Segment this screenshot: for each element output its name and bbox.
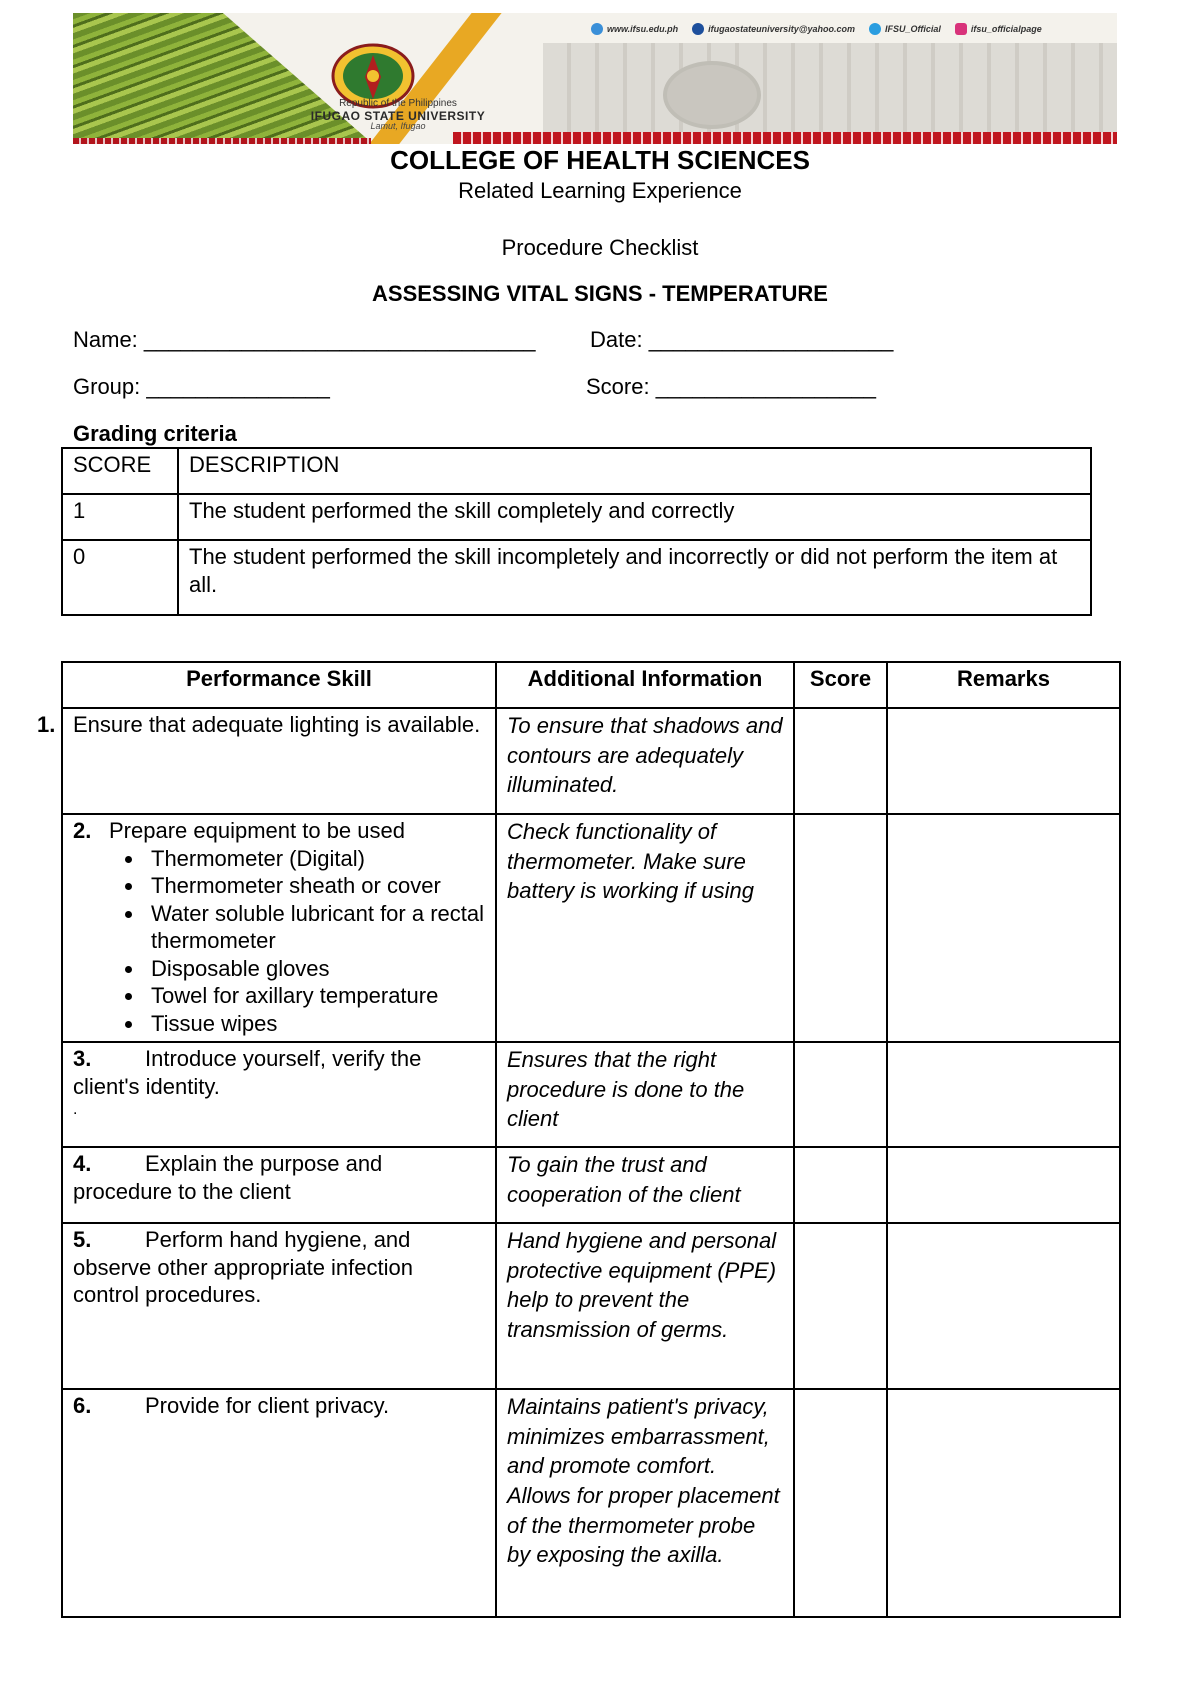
checklist-label: Procedure Checklist (501, 235, 699, 260)
date-field[interactable]: Date: ____________________ (590, 327, 894, 352)
table-row (62, 814, 1120, 1042)
info-cell: Hand hygiene and personal protective equipment (PPE) help to prevent the transmission of germs. (496, 1223, 794, 1389)
step-number: 2. (73, 818, 92, 843)
name-field[interactable]: Name: ________________________________ (73, 327, 536, 352)
stray-dot: . (73, 1101, 78, 1118)
step-number: 5. (73, 1227, 92, 1252)
skill-text: Introduce yourself, verify the client's identity. (73, 1046, 422, 1099)
remarks-input-cell[interactable] (887, 1223, 1120, 1389)
college-title: COLLEGE OF HEALTH SCIENCES (390, 145, 810, 175)
ethnic-pattern-band (73, 138, 371, 144)
info-cell: To gain the trust and cooperation of the client (496, 1147, 794, 1223)
skill-text: Provide for client privacy. (145, 1393, 390, 1418)
social-instagram-text: ifsu_officialpage (970, 24, 1042, 34)
social-instagram[interactable] (955, 23, 1042, 35)
grading-criteria-title: Grading criteria (73, 421, 237, 446)
remarks-input-cell[interactable] (887, 814, 1120, 1042)
score-input-cell[interactable] (794, 1042, 887, 1147)
social-website[interactable] (591, 23, 678, 35)
social-twitter[interactable] (869, 23, 941, 35)
remarks-input-cell[interactable] (887, 708, 1120, 814)
twitter-icon (869, 23, 881, 35)
university-name: IFUGAO STATE UNIVERSITY (310, 108, 486, 123)
table-row (62, 1147, 1120, 1223)
header-additional-information: Additional Information (496, 662, 794, 708)
score-input-cell[interactable] (794, 1147, 887, 1223)
table-row (62, 494, 1091, 540)
score-field[interactable]: Score: __________________ (586, 374, 876, 399)
table-row (62, 1223, 1120, 1389)
list-item: • Disposable gloves (145, 955, 485, 983)
group-field[interactable]: Group: _______________ (73, 374, 330, 399)
info-cell: Maintains patient's privacy, minimizes embarrassment, and promote comfort. Allows for proper placement of the thermometer probe by exposing the axilla. (496, 1389, 794, 1617)
step-number: 1. (37, 712, 56, 737)
social-twitter-text: IFSU_Official (884, 24, 941, 34)
skill-cell (62, 1223, 496, 1389)
step-number: 4. (73, 1151, 92, 1176)
university-location: Lamut, Ifugao (370, 121, 426, 132)
facebook-icon (692, 23, 704, 35)
skill-cell (62, 814, 496, 1042)
instagram-icon (955, 23, 967, 35)
score-input-cell[interactable] (794, 708, 887, 814)
table-row (62, 448, 1091, 494)
table-row (62, 708, 1120, 814)
table-header-row (62, 662, 1120, 708)
performance-checklist-table (37, 661, 1121, 1618)
step-number: 6. (73, 1393, 92, 1418)
globe-icon (591, 23, 603, 35)
info-cell: Check functionality of thermometer. Make sure battery is working if using (496, 814, 794, 1042)
remarks-input-cell[interactable] (887, 1147, 1120, 1223)
republic-label: Republic of the Philippines (339, 98, 457, 109)
list-item: • Tissue wipes (145, 1010, 485, 1038)
skill-cell (62, 1389, 496, 1617)
score-input-cell[interactable] (794, 1389, 887, 1617)
score-input-cell[interactable] (794, 814, 887, 1042)
table-row (62, 1042, 1120, 1147)
grading-header-score: SCORE (62, 448, 178, 494)
step-number: 3. (73, 1046, 92, 1071)
ethnic-pattern-band (453, 132, 1117, 144)
grading-score-cell: 1 (62, 494, 178, 540)
page-title: ASSESSING VITAL SIGNS - TEMPERATURE (372, 281, 828, 306)
header-performance-skill: Performance Skill (62, 662, 496, 708)
list-item: • Thermometer (Digital) (145, 845, 485, 873)
list-item: • Thermometer sheath or cover (145, 872, 485, 900)
remarks-input-cell[interactable] (887, 1389, 1120, 1617)
header-banner (73, 13, 1117, 144)
equipment-list (73, 845, 485, 1038)
header-remarks: Remarks (887, 662, 1120, 708)
skill-text: Ensure that adequate lighting is available. (73, 712, 481, 737)
score-input-cell[interactable] (794, 1223, 887, 1389)
social-website-text: www.ifsu.edu.ph (607, 24, 679, 34)
skill-cell (62, 1042, 496, 1147)
social-links (591, 23, 1042, 35)
university-name-block (293, 99, 503, 132)
table-row (62, 1389, 1120, 1617)
social-facebook-text: ifugaostateuniversity@yahoo.com (708, 24, 855, 34)
grading-score-cell: 0 (62, 540, 178, 615)
remarks-input-cell[interactable] (887, 1042, 1120, 1147)
grading-header-description: DESCRIPTION (178, 448, 1091, 494)
skill-cell (62, 1147, 496, 1223)
grading-criteria-table (61, 447, 1092, 616)
grading-description-cell: The student performed the skill incompletely and incorrectly or did not perform the item at all. (178, 540, 1091, 615)
building-photo (543, 43, 1117, 144)
grading-description-cell: The student performed the skill completely and correctly (178, 494, 1091, 540)
skill-cell (37, 708, 496, 814)
list-item: • Water soluble lubricant for a rectal thermometer (145, 900, 485, 955)
subtitle: Related Learning Experience (458, 178, 742, 203)
info-cell: To ensure that shadows and contours are adequately illuminated. (496, 708, 794, 814)
social-facebook[interactable] (692, 23, 855, 35)
skill-text: Prepare equipment to be used (109, 818, 405, 843)
list-item: • Towel for axillary temperature (145, 982, 485, 1010)
info-cell: Ensures that the right procedure is done to the client (496, 1042, 794, 1147)
skill-text: Explain the purpose and procedure to the client (73, 1151, 383, 1204)
skill-text: Perform hand hygiene, and observe other appropriate infection control procedures. (73, 1227, 413, 1307)
table-row (62, 540, 1091, 615)
header-score: Score (794, 662, 887, 708)
